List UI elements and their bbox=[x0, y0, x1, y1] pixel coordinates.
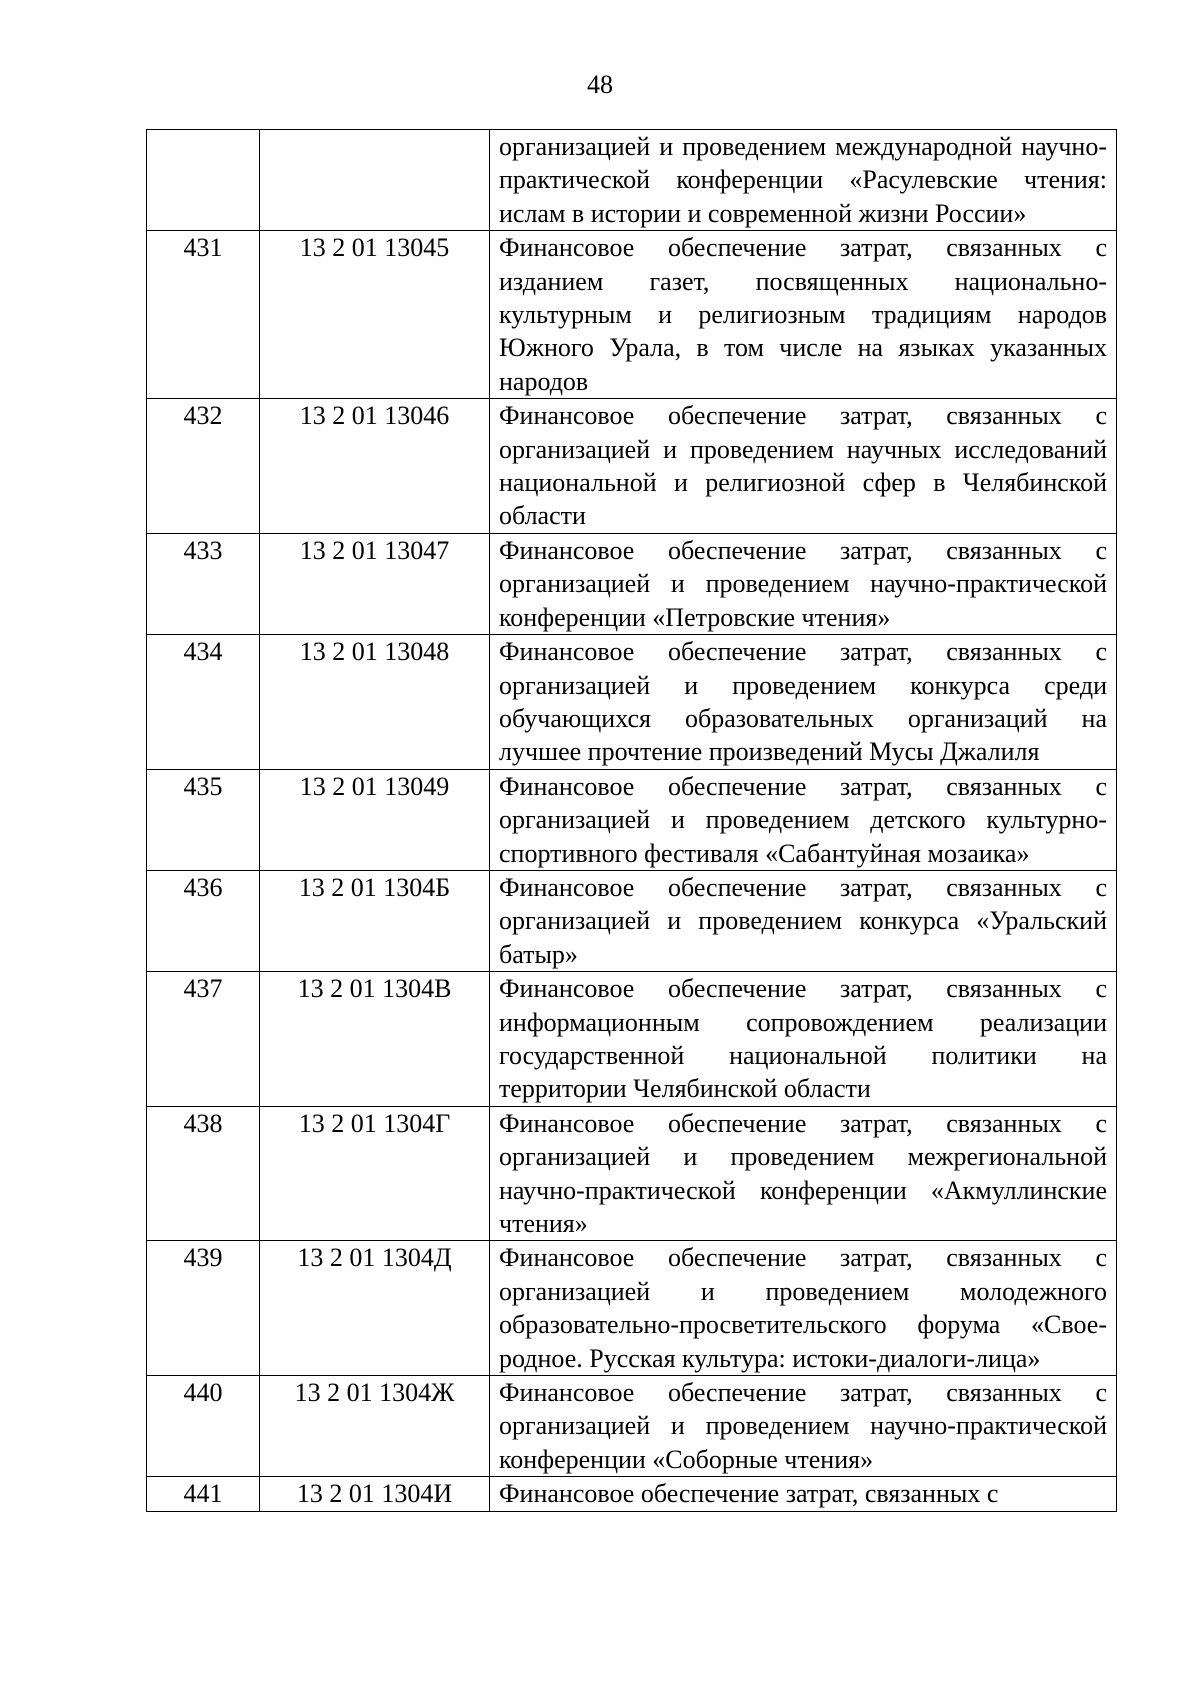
budget-code: 13 2 01 13047 bbox=[260, 533, 490, 634]
row-number: 441 bbox=[147, 1477, 260, 1511]
row-description: Финансовое обеспечение затрат, связанных с организацией и проведением молодежного образовательно-просветительского форума «Свое-родное. Русская культура: истоки-диалоги-лица» bbox=[490, 1241, 1117, 1376]
budget-code: 13 2 01 1304Ж bbox=[260, 1376, 490, 1477]
row-number: 437 bbox=[147, 972, 260, 1107]
row-number: 431 bbox=[147, 231, 260, 399]
table-row bbox=[147, 870, 1117, 971]
row-description: Финансовое обеспечение затрат, связанных с изданием газет, посвященных национально-культурным и религиозным традициям народов Южного Урала, в том числе на языках указанных народов bbox=[490, 231, 1117, 399]
row-description: Финансовое обеспечение затрат, связанных с организацией и проведением детского культурно-спортивного фестиваля «Сабантуйная мозаика» bbox=[490, 769, 1117, 870]
row-number: 433 bbox=[147, 533, 260, 634]
row-description: Финансовое обеспечение затрат, связанных с организацией и проведением научно-практической конференции «Соборные чтения» bbox=[490, 1376, 1117, 1477]
row-number: 438 bbox=[147, 1106, 260, 1241]
budget-code: 13 2 01 1304Б bbox=[260, 870, 490, 971]
table-row bbox=[147, 533, 1117, 634]
budget-code bbox=[260, 130, 490, 231]
table-row bbox=[147, 769, 1117, 870]
page-number: 48 bbox=[587, 70, 613, 99]
row-description: Финансовое обеспечение затрат, связанных с информационным сопровождением реализации государственной национальной политики на территории Челябинской области bbox=[490, 972, 1117, 1107]
row-number bbox=[147, 130, 260, 231]
table-row bbox=[147, 1241, 1117, 1376]
row-number: 432 bbox=[147, 399, 260, 534]
budget-code: 13 2 01 1304Д bbox=[260, 1241, 490, 1376]
table-row bbox=[147, 1477, 1117, 1511]
row-description: Финансовое обеспечение затрат, связанных с организацией и проведением научно-практической конференции «Петровские чтения» bbox=[490, 533, 1117, 634]
table-row bbox=[147, 231, 1117, 399]
table-row bbox=[147, 635, 1117, 770]
row-number: 440 bbox=[147, 1376, 260, 1477]
row-number: 436 bbox=[147, 870, 260, 971]
budget-code: 13 2 01 13046 bbox=[260, 399, 490, 534]
row-description: Финансовое обеспечение затрат, связанных с организацией и проведением конкурса среди обучающихся образовательных организаций на лучшее прочтение произведений Мусы Джалиля bbox=[490, 635, 1117, 770]
table-row bbox=[147, 972, 1117, 1107]
budget-code: 13 2 01 1304Г bbox=[260, 1106, 490, 1241]
budget-code: 13 2 01 13049 bbox=[260, 769, 490, 870]
budget-code: 13 2 01 13045 bbox=[260, 231, 490, 399]
table-row bbox=[147, 1106, 1117, 1241]
classification-table bbox=[146, 129, 1117, 1512]
row-description: Финансовое обеспечение затрат, связанных с организацией и проведением межрегиональной научно-практической конференции «Акмуллинские чтения» bbox=[490, 1106, 1117, 1241]
budget-code: 13 2 01 1304И bbox=[260, 1477, 490, 1511]
row-description: Финансовое обеспечение затрат, связанных с организацией и проведением конкурса «Уральский батыр» bbox=[490, 870, 1117, 971]
table-row bbox=[147, 399, 1117, 534]
row-number: 435 bbox=[147, 769, 260, 870]
table-row bbox=[147, 130, 1117, 231]
budget-code: 13 2 01 1304В bbox=[260, 972, 490, 1107]
row-number: 434 bbox=[147, 635, 260, 770]
row-description: Финансовое обеспечение затрат, связанных с организацией и проведением научных исследований национальной и религиозной сфер в Челябинской области bbox=[490, 399, 1117, 534]
row-description: организацией и проведением международной научно-практической конференции «Расулевские чтения: ислам в истории и современной жизни России» bbox=[490, 130, 1117, 231]
row-description: Финансовое обеспечение затрат, связанных с bbox=[490, 1477, 1117, 1511]
row-number: 439 bbox=[147, 1241, 260, 1376]
table-row bbox=[147, 1376, 1117, 1477]
budget-code: 13 2 01 13048 bbox=[260, 635, 490, 770]
